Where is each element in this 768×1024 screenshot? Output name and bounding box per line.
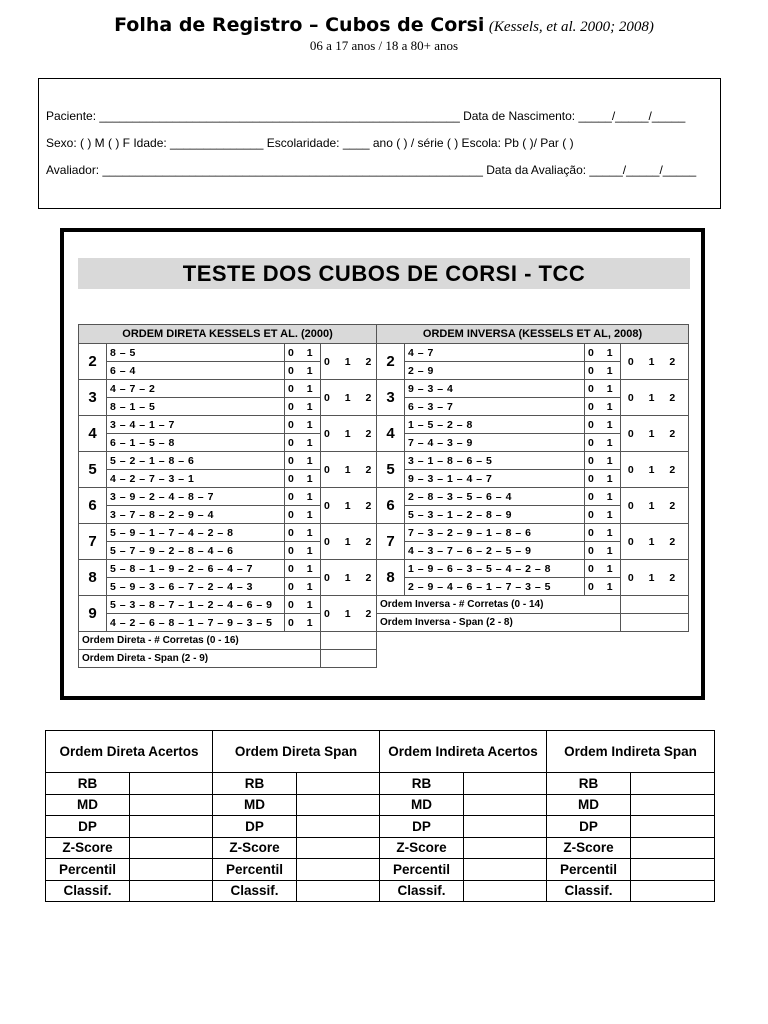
results-column-header: Ordem Direta Span (213, 731, 380, 773)
direct-trial-score[interactable]: 0 1 (285, 416, 321, 434)
inverse-sequence: 2 – 8 – 3 – 5 – 6 – 4 (405, 488, 585, 506)
inverse-footer-row (377, 614, 689, 632)
direct-trial-row (79, 596, 377, 614)
direct-span-score[interactable]: 0 1 2 (321, 416, 377, 452)
inverse-sequence: 2 – 9 – 4 – 6 – 1 – 7 – 3 – 5 (405, 578, 585, 596)
results-value-cell[interactable] (130, 794, 213, 816)
results-row-label: RB (213, 773, 297, 795)
results-value-cell[interactable] (297, 794, 380, 816)
results-value-cell[interactable] (297, 837, 380, 859)
results-row-label: Percentil (46, 859, 130, 881)
results-row (46, 880, 715, 902)
results-row-label: Classif. (213, 880, 297, 902)
direct-footer-label: Ordem Direta - # Corretas (0 - 16) (79, 632, 321, 650)
results-row (46, 859, 715, 881)
results-row-label: Classif. (380, 880, 464, 902)
direct-trial-score[interactable]: 0 1 (285, 452, 321, 470)
results-row-label: RB (46, 773, 130, 795)
inverse-header-row (377, 325, 689, 344)
direct-trial-score[interactable]: 0 1 (285, 506, 321, 524)
direct-span-score[interactable]: 0 1 2 (321, 344, 377, 380)
inverse-trial-row (377, 416, 689, 434)
inverse-trial-row (377, 524, 689, 542)
results-row-label: DP (213, 816, 297, 838)
inverse-trial-score[interactable]: 0 1 (585, 434, 621, 452)
document-title (0, 14, 768, 36)
results-value-cell[interactable] (130, 816, 213, 838)
direct-span-number: 4 (79, 416, 107, 452)
test-sheet-frame (60, 228, 705, 700)
inverse-order-table (376, 324, 689, 632)
inverse-sequence: 2 – 9 (405, 362, 585, 380)
inverse-trial-score[interactable]: 0 1 (585, 470, 621, 488)
direct-trial-score[interactable]: 0 1 (285, 434, 321, 452)
inverse-trial-score[interactable]: 0 1 (585, 344, 621, 362)
direct-trial-score[interactable]: 0 1 (285, 398, 321, 416)
inverse-header: ORDEM INVERSA (KESSELS ET AL, 2008) (377, 325, 689, 344)
evaluator-line[interactable]: Avaliador: _________________________________________________________ Data da Avaliação: _____/_____/_____ (46, 163, 697, 177)
results-row-label: Percentil (547, 859, 631, 881)
inverse-span-number: 3 (377, 380, 405, 416)
inverse-trial-score[interactable]: 0 1 (585, 452, 621, 470)
direct-span-number: 5 (79, 452, 107, 488)
results-row-label: MD (380, 794, 464, 816)
results-row-label: RB (380, 773, 464, 795)
direct-footer-label: Ordem Direta - Span (2 - 9) (79, 650, 321, 668)
direct-trial-score[interactable]: 0 1 (285, 596, 321, 614)
direct-span-score[interactable]: 0 1 2 (321, 596, 377, 632)
direct-sequence: 5 – 7 – 9 – 2 – 8 – 4 – 6 (107, 542, 285, 560)
direct-trial-row (79, 560, 377, 578)
direct-sequence: 5 – 9 – 3 – 6 – 7 – 2 – 4 – 3 (107, 578, 285, 596)
direct-sequence: 4 – 2 – 7 – 3 – 1 (107, 470, 285, 488)
results-row-label: DP (380, 816, 464, 838)
inverse-span-score[interactable]: 0 1 2 (621, 344, 689, 380)
results-row (46, 837, 715, 859)
direct-trial-row (79, 452, 377, 470)
direct-span-score[interactable]: 0 1 2 (321, 488, 377, 524)
direct-trial-row (79, 416, 377, 434)
results-row-label: MD (46, 794, 130, 816)
direct-trial-row (79, 380, 377, 398)
results-value-cell[interactable] (464, 794, 547, 816)
inverse-sequence: 4 – 7 (405, 344, 585, 362)
direct-trial-score[interactable]: 0 1 (285, 542, 321, 560)
direct-trial-score[interactable]: 0 1 (285, 560, 321, 578)
direct-span-score[interactable]: 0 1 2 (321, 524, 377, 560)
inverse-trial-score[interactable]: 0 1 (585, 362, 621, 380)
direct-span-score[interactable]: 0 1 2 (321, 452, 377, 488)
results-row-label: DP (547, 816, 631, 838)
inverse-sequence: 4 – 3 – 7 – 6 – 2 – 5 – 9 (405, 542, 585, 560)
inverse-span-number: 6 (377, 488, 405, 524)
direct-trial-row (79, 488, 377, 506)
results-row-label: DP (46, 816, 130, 838)
inverse-trial-row (377, 380, 689, 398)
results-row (46, 816, 715, 838)
patient-info-box (38, 78, 721, 209)
results-row-label: MD (213, 794, 297, 816)
inverse-sequence: 6 – 3 – 7 (405, 398, 585, 416)
direct-sequence: 8 – 1 – 5 (107, 398, 285, 416)
results-row-label: Z-Score (380, 837, 464, 859)
direct-sequence: 3 – 9 – 2 – 4 – 8 – 7 (107, 488, 285, 506)
inverse-trial-score[interactable]: 0 1 (585, 542, 621, 560)
results-value-cell[interactable] (464, 859, 547, 881)
direct-span-number: 3 (79, 380, 107, 416)
results-value-cell[interactable] (464, 880, 547, 902)
direct-sequence: 3 – 7 – 8 – 2 – 9 – 4 (107, 506, 285, 524)
direct-sequence: 3 – 4 – 1 – 7 (107, 416, 285, 434)
inverse-trial-score[interactable]: 0 1 (585, 578, 621, 596)
results-value-cell[interactable] (464, 816, 547, 838)
inverse-footer-value-cell[interactable] (621, 614, 689, 632)
results-value-cell[interactable] (297, 816, 380, 838)
inverse-sequence: 7 – 3 – 2 – 9 – 1 – 8 – 6 (405, 524, 585, 542)
direct-trial-score[interactable]: 0 1 (285, 488, 321, 506)
inverse-span-score[interactable]: 0 1 2 (621, 380, 689, 416)
results-row-label: Z-Score (46, 837, 130, 859)
direct-sequence: 4 – 7 – 2 (107, 380, 285, 398)
inverse-footer-row (377, 596, 689, 614)
results-row-label: Classif. (547, 880, 631, 902)
direct-trial-score[interactable]: 0 1 (285, 470, 321, 488)
results-value-cell[interactable] (631, 816, 715, 838)
sex-age-school-line[interactable]: Sexo: ( ) M ( ) F Idade: ______________ Escolaridade: ____ ano ( ) / série ( ) Escola: Pb ( )/ Par ( ) (46, 136, 574, 150)
direct-sequence: 5 – 2 – 1 – 8 – 6 (107, 452, 285, 470)
direct-span-score[interactable]: 0 1 2 (321, 380, 377, 416)
inverse-span-number: 4 (377, 416, 405, 452)
direct-sequence: 6 – 4 (107, 362, 285, 380)
direct-footer-value-cell[interactable] (321, 650, 377, 668)
inverse-span-number: 5 (377, 452, 405, 488)
inverse-sequence: 9 – 3 – 1 – 4 – 7 (405, 470, 585, 488)
direct-trial-row (79, 524, 377, 542)
title-text: Folha de Registro – Cubos de Corsi (114, 14, 485, 36)
inverse-trial-score[interactable]: 0 1 (585, 416, 621, 434)
inverse-footer-label: Ordem Inversa - # Corretas (0 - 14) (377, 596, 621, 614)
inverse-span-score[interactable]: 0 1 2 (621, 524, 689, 560)
direct-trial-score[interactable]: 0 1 (285, 362, 321, 380)
inverse-trial-score[interactable]: 0 1 (585, 524, 621, 542)
inverse-trial-row (377, 344, 689, 362)
results-column-header: Ordem Direta Acertos (46, 731, 213, 773)
results-row-label: MD (547, 794, 631, 816)
inverse-span-number: 2 (377, 344, 405, 380)
results-value-cell[interactable] (464, 773, 547, 795)
inverse-sequence: 5 – 3 – 1 – 2 – 8 – 9 (405, 506, 585, 524)
results-value-cell[interactable] (297, 773, 380, 795)
direct-trial-score[interactable]: 0 1 (285, 614, 321, 632)
inverse-sequence: 3 – 1 – 8 – 6 – 5 (405, 452, 585, 470)
inverse-sequence: 7 – 4 – 3 – 9 (405, 434, 585, 452)
inverse-span-number: 8 (377, 560, 405, 596)
inverse-trial-score[interactable]: 0 1 (585, 560, 621, 578)
direct-trial-score[interactable]: 0 1 (285, 344, 321, 362)
results-row-label: Classif. (46, 880, 130, 902)
direct-span-number: 8 (79, 560, 107, 596)
inverse-span-score[interactable]: 0 1 2 (621, 488, 689, 524)
inverse-trial-score[interactable]: 0 1 (585, 398, 621, 416)
results-column-header: Ordem Indireta Acertos (380, 731, 547, 773)
inverse-trial-score[interactable]: 0 1 (585, 506, 621, 524)
results-value-cell[interactable] (631, 837, 715, 859)
results-value-cell[interactable] (130, 880, 213, 902)
inverse-span-score[interactable]: 0 1 2 (621, 416, 689, 452)
results-column-header: Ordem Indireta Span (547, 731, 715, 773)
direct-sequence: 5 – 8 – 1 – 9 – 2 – 6 – 4 – 7 (107, 560, 285, 578)
results-value-cell[interactable] (297, 859, 380, 881)
results-value-cell[interactable] (631, 773, 715, 795)
results-value-cell[interactable] (631, 859, 715, 881)
direct-trial-score[interactable]: 0 1 (285, 578, 321, 596)
direct-trial-score[interactable]: 0 1 (285, 524, 321, 542)
results-value-cell[interactable] (297, 880, 380, 902)
direct-span-number: 2 (79, 344, 107, 380)
results-row-label: Z-Score (213, 837, 297, 859)
direct-span-number: 7 (79, 524, 107, 560)
inverse-sequence: 1 – 5 – 2 – 8 (405, 416, 585, 434)
direct-sequence: 8 – 5 (107, 344, 285, 362)
direct-span-number: 9 (79, 596, 107, 632)
results-header-row (46, 731, 715, 773)
inverse-trial-score[interactable]: 0 1 (585, 488, 621, 506)
direct-sequence: 5 – 9 – 1 – 7 – 4 – 2 – 8 (107, 524, 285, 542)
title-citation: (Kessels, et al. 2000; 2008) (488, 19, 654, 35)
results-row-label: Z-Score (547, 837, 631, 859)
results-row (46, 794, 715, 816)
direct-span-number: 6 (79, 488, 107, 524)
results-row-label: RB (547, 773, 631, 795)
results-row-label: Percentil (380, 859, 464, 881)
inverse-span-score[interactable]: 0 1 2 (621, 452, 689, 488)
results-value-cell[interactable] (130, 837, 213, 859)
test-banner: TESTE DOS CUBOS DE CORSI - TCC (78, 258, 690, 289)
direct-footer-value-cell[interactable] (321, 632, 377, 650)
inverse-sequence: 9 – 3 – 4 (405, 380, 585, 398)
age-range-subtitle: 06 a 17 anos / 18 a 80+ anos (309, 38, 459, 53)
inverse-trial-row (377, 560, 689, 578)
results-row-label: Percentil (213, 859, 297, 881)
inverse-sequence: 1 – 9 – 6 – 3 – 5 – 4 – 2 – 8 (405, 560, 585, 578)
patient-line[interactable]: Paciente: ______________________________________________________ Data de Nascimento: _____/_____/_____ (46, 109, 686, 123)
direct-footer-row (79, 632, 377, 650)
direct-sequence: 5 – 3 – 8 – 7 – 1 – 2 – 4 – 6 – 9 (107, 596, 285, 614)
results-value-cell[interactable] (631, 794, 715, 816)
results-table (45, 730, 715, 902)
direct-trial-row (79, 344, 377, 362)
direct-span-score[interactable]: 0 1 2 (321, 560, 377, 596)
results-row (46, 773, 715, 795)
results-value-cell[interactable] (130, 859, 213, 881)
results-value-cell[interactable] (130, 773, 213, 795)
inverse-span-score[interactable]: 0 1 2 (621, 560, 689, 596)
inverse-span-number: 7 (377, 524, 405, 560)
inverse-trial-score[interactable]: 0 1 (585, 380, 621, 398)
inverse-trial-row (377, 452, 689, 470)
direct-header: ORDEM DIRETA KESSELS ET AL. (2000) (79, 325, 377, 344)
direct-footer-row (79, 650, 377, 668)
inverse-footer-label: Ordem Inversa - Span (2 - 8) (377, 614, 621, 632)
direct-order-table (78, 324, 377, 668)
direct-sequence: 6 – 1 – 5 – 8 (107, 434, 285, 452)
inverse-footer-value-cell[interactable] (621, 596, 689, 614)
results-value-cell[interactable] (631, 880, 715, 902)
direct-trial-score[interactable]: 0 1 (285, 380, 321, 398)
inverse-trial-row (377, 488, 689, 506)
results-value-cell[interactable] (464, 837, 547, 859)
direct-sequence: 4 – 2 – 6 – 8 – 1 – 7 – 9 – 3 – 5 (107, 614, 285, 632)
direct-header-row (79, 325, 377, 344)
